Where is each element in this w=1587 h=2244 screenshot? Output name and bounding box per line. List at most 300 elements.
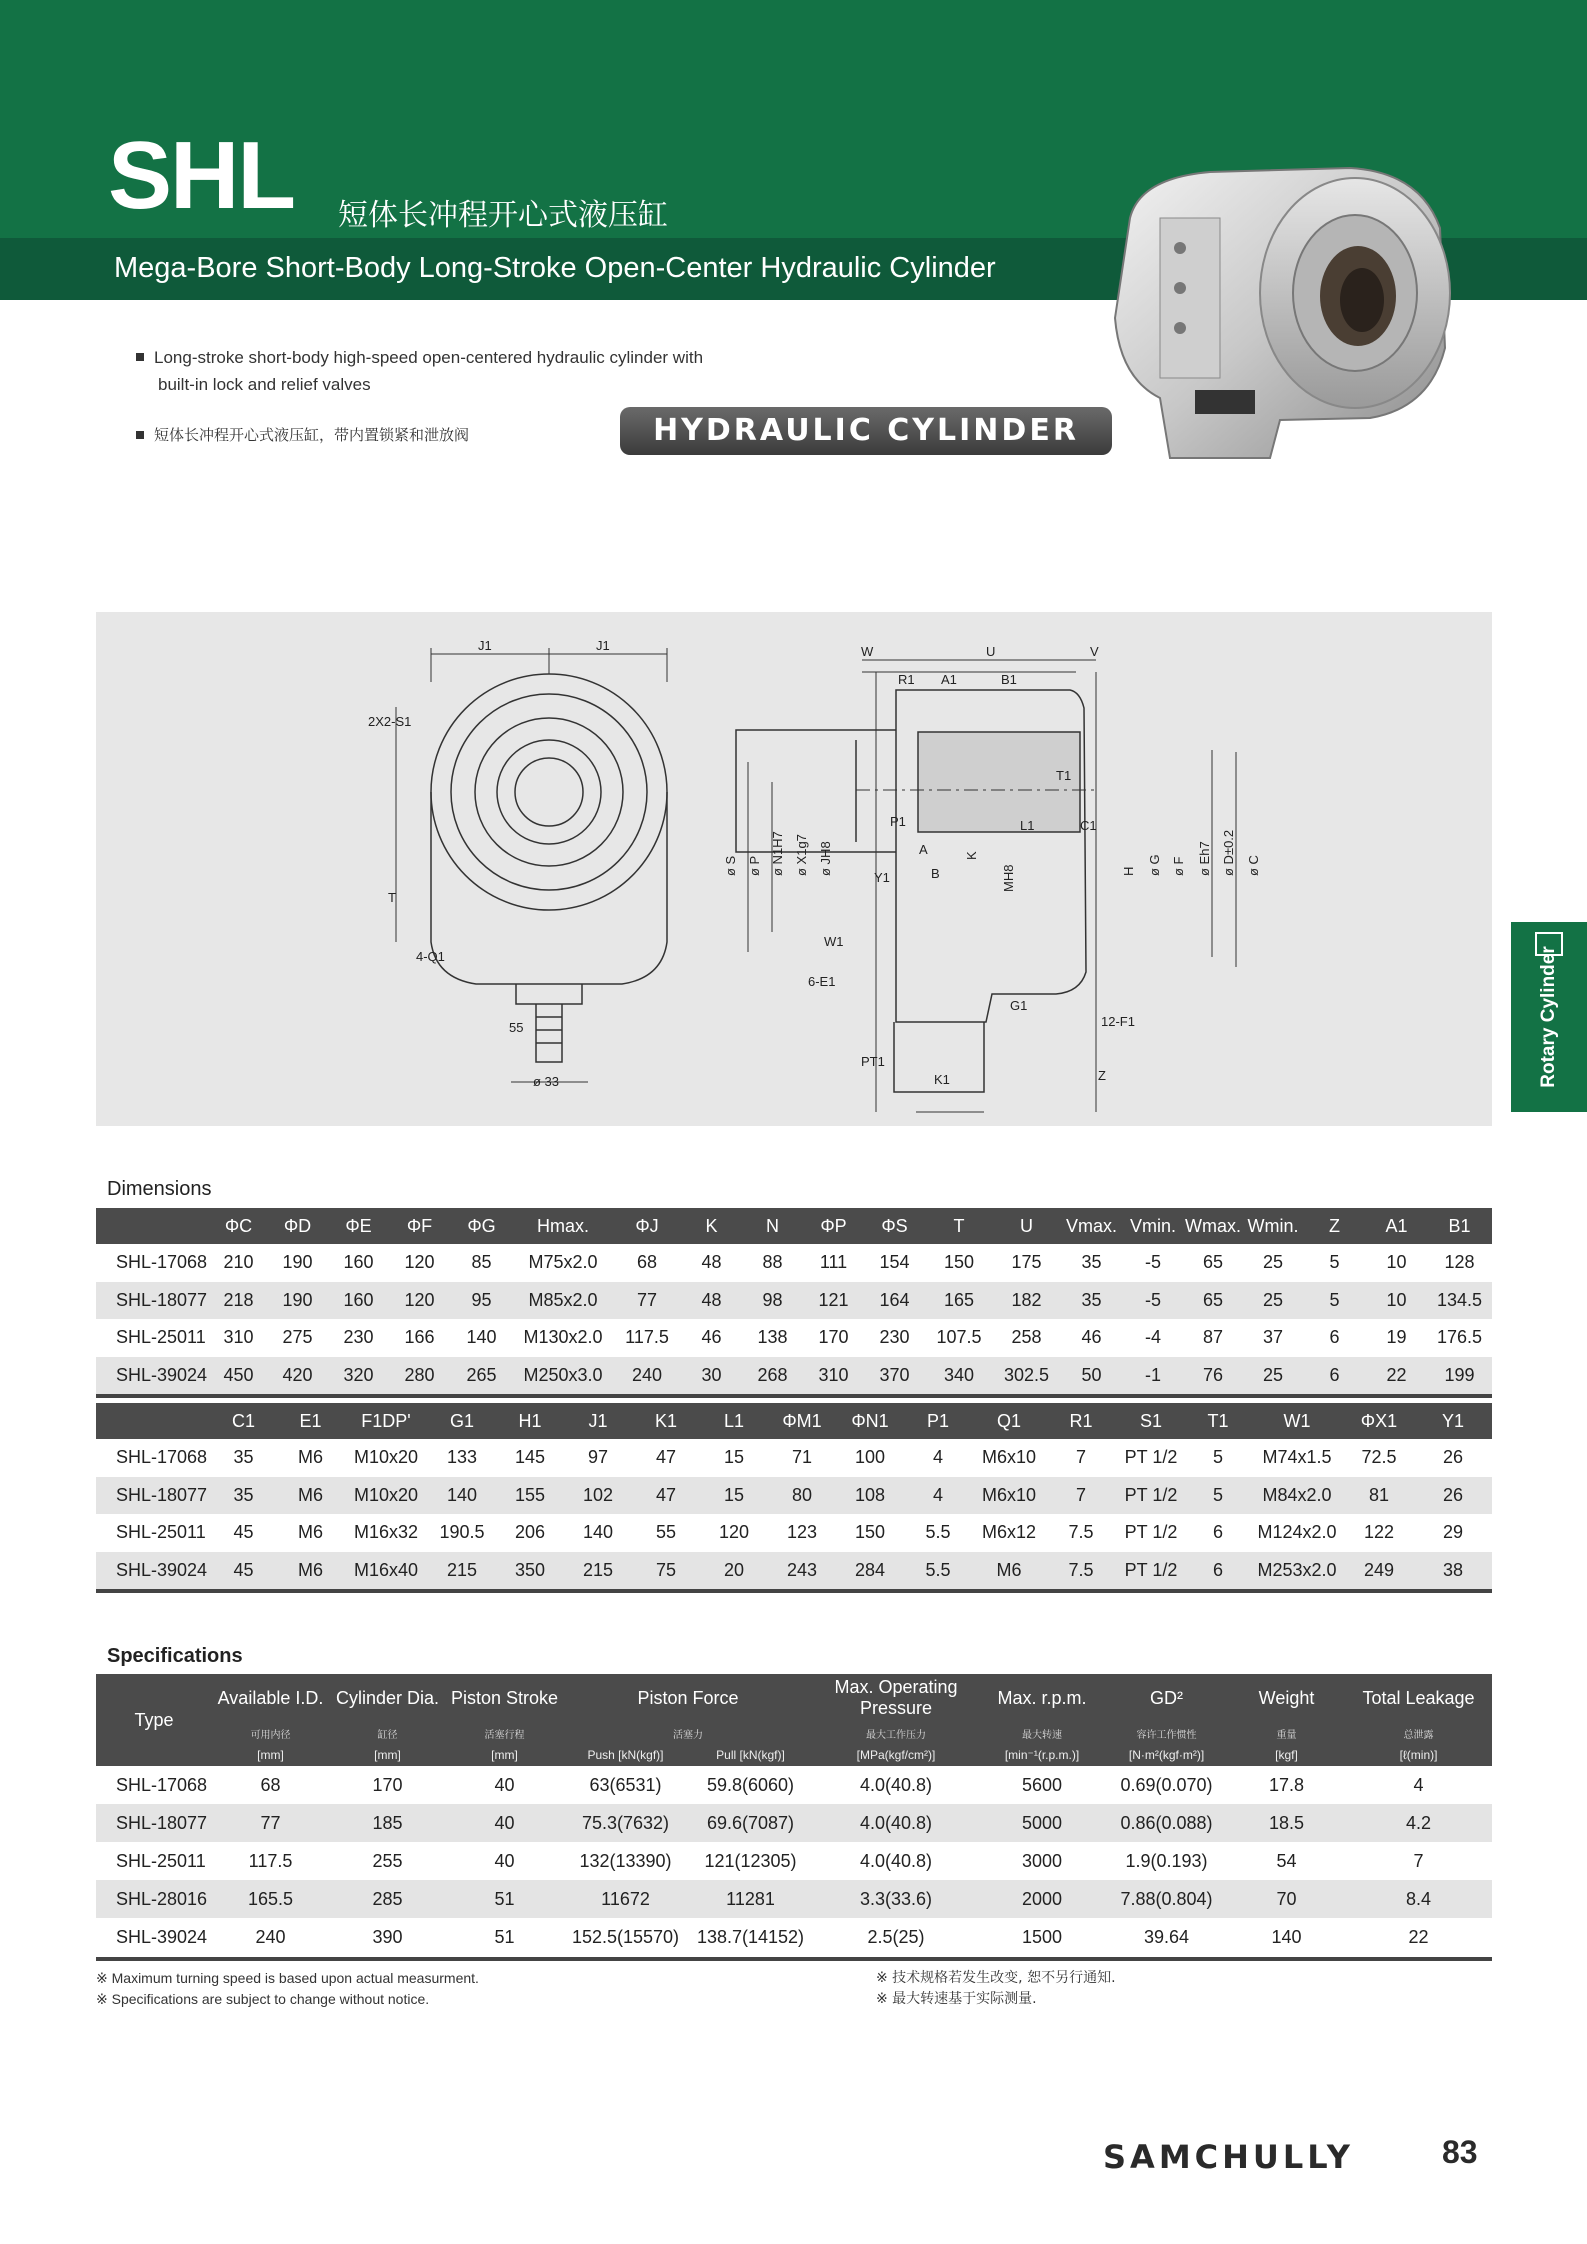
side-label-r1: R1 [898, 672, 915, 687]
dim2-cell: M74x1.5 [1262, 1447, 1332, 1468]
dim1-head-10: ΦP [803, 1208, 864, 1244]
spec-cell: 68 [260, 1774, 281, 1795]
dim2-cell: M16x40 [344, 1552, 428, 1590]
dim1-cell: 176.5 [1436, 1327, 1483, 1348]
notes-cn [876, 1968, 1116, 2010]
dim2-head-18: Y1 [1414, 1403, 1492, 1439]
spec-cell: 138.7(14152) [696, 1926, 805, 1947]
spec-cell: SHL-28016 [96, 1880, 212, 1918]
dim1-cell: 46 [1081, 1327, 1102, 1348]
spec-cell: 59.8(6060) [706, 1774, 795, 1795]
dimensions-table-2-header [96, 1403, 1492, 1439]
dim2-cell: 145 [514, 1447, 546, 1468]
dim2-cell: M124x2.0 [1257, 1522, 1337, 1543]
dim1-cell: 134.5 [1427, 1282, 1492, 1320]
dim1-cell: 218 [210, 1282, 267, 1320]
dim2-cell: PT 1/2 [1124, 1447, 1178, 1468]
spec-unit-5: [MPa(kgf/cm²)] [813, 1744, 979, 1766]
spec-cn-cyl-dia: 缸径 [329, 1722, 446, 1744]
dim1-cell: 10 [1366, 1282, 1427, 1320]
spec-cell: 40 [446, 1804, 563, 1842]
specifications-table-rule [96, 1957, 1492, 1961]
spec-cell: 170 [372, 1774, 403, 1795]
dim1-cell: 65 [1183, 1282, 1243, 1320]
dim2-cell: 5 [1212, 1447, 1223, 1468]
dim2-cell: 206 [514, 1522, 546, 1543]
dim2-cell: 75 [632, 1552, 700, 1590]
dim2-cell: M6x12 [981, 1522, 1037, 1543]
spec-cell: 121(12305) [704, 1850, 797, 1871]
dim2-head-13: R1 [1046, 1403, 1116, 1439]
dim2-cell: 97 [587, 1447, 609, 1468]
dim1-row [96, 1319, 1492, 1357]
dim1-cell: 310 [803, 1357, 864, 1395]
front-label-4-q1: 4-Q1 [416, 949, 445, 964]
spec-cell: SHL-25011 [116, 1850, 206, 1871]
spec-head-rpm: Max. r.p.m. [979, 1674, 1105, 1722]
dim2-cell: 215 [564, 1552, 632, 1590]
spec-unit-9: [ℓ(min)] [1345, 1744, 1492, 1766]
dim1-cell: 165 [925, 1282, 993, 1320]
dim1-head-6: Hmax. [513, 1208, 613, 1244]
side-tab-label: Rotary Cylinder [1538, 946, 1559, 1088]
dim2-cell: 6 [1186, 1552, 1250, 1590]
dim1-cell: 6 [1329, 1327, 1340, 1348]
dim2-cell: M6 [277, 1552, 344, 1590]
side-label-b: B [931, 866, 940, 881]
dim1-cell: 268 [742, 1357, 803, 1395]
spec-cell: 18.5 [1228, 1804, 1345, 1842]
dim2-cell: M16x32 [353, 1522, 419, 1543]
dim2-cell: 155 [496, 1477, 564, 1515]
dim2-cell: 5.5 [904, 1552, 972, 1590]
dim2-head-2: E1 [277, 1403, 344, 1439]
dim1-head-19: A1 [1366, 1208, 1427, 1244]
side-label-b1: B1 [1001, 672, 1017, 687]
dim2-cell: 35 [210, 1477, 277, 1515]
specifications-header-units [96, 1744, 1492, 1766]
dim2-cell: 150 [854, 1522, 886, 1543]
dim1-cell: 164 [864, 1282, 925, 1320]
dim2-cell: M10x20 [353, 1447, 419, 1468]
product-photo [1100, 158, 1460, 468]
dim1-cell: 128 [1444, 1252, 1475, 1273]
spec-unit-2: [mm] [446, 1744, 563, 1766]
dim2-cell: 133 [446, 1447, 478, 1468]
dim1-cell: 120 [404, 1252, 435, 1273]
spec-cell: SHL-39024 [116, 1926, 208, 1947]
dim1-cell: 19 [1386, 1327, 1407, 1348]
dimensions-title: Dimensions [107, 1178, 212, 1200]
dim1-cell: 121 [803, 1282, 864, 1320]
side-label-g1: G1 [1010, 998, 1028, 1013]
spec-cell: 390 [372, 1926, 403, 1947]
dim1-cell: 5 [1303, 1282, 1366, 1320]
spec-cell: 22 [1408, 1926, 1429, 1947]
side-label-z: Z [1098, 1068, 1106, 1083]
dim1-cell: 240 [613, 1357, 681, 1395]
dim1-row [96, 1282, 1492, 1320]
dim1-cell: SHL-25011 [116, 1327, 206, 1348]
feature-bullets [132, 344, 703, 473]
dim1-cell: 46 [701, 1327, 722, 1348]
side-label-v: V [1090, 644, 1099, 659]
spec-cell: 5000 [979, 1804, 1105, 1842]
dim1-head-17: Wmin. [1243, 1208, 1303, 1244]
dim1-cell: 265 [450, 1357, 513, 1395]
dim1-cell: 258 [1011, 1327, 1042, 1348]
dim2-cell: 5 [1186, 1477, 1250, 1515]
dim1-cell: 210 [223, 1252, 254, 1273]
front-label-t: T [388, 890, 396, 905]
spec-cell: 140 [1271, 1926, 1302, 1947]
dim2-cell: SHL-39024 [96, 1552, 210, 1590]
dim2-row [96, 1514, 1492, 1552]
dim1-cell: 35 [1060, 1282, 1123, 1320]
dim2-head-9: ΦM1 [768, 1403, 836, 1439]
side-label-mh8: MH8 [1001, 864, 1016, 892]
dim1-cell: 420 [267, 1357, 328, 1395]
dim1-cell: 166 [404, 1327, 435, 1348]
model-title-cn: 短体长冲程开心式液压缸 [338, 198, 668, 233]
dim1-head-1: ΦC [210, 1208, 267, 1244]
side-label-t1: T1 [1056, 768, 1072, 783]
dim2-cell: 6 [1212, 1522, 1223, 1543]
dim1-cell: M75x2.0 [528, 1252, 598, 1273]
dim2-cell: 284 [836, 1552, 904, 1590]
dim1-cell: 68 [636, 1252, 658, 1273]
spec-cell: 39.64 [1143, 1926, 1190, 1947]
spec-unit-3: Push [kN(kgf)] [563, 1744, 688, 1766]
spec-cell: 8.4 [1345, 1880, 1492, 1918]
spec-cell: 240 [255, 1926, 286, 1947]
dim2-cell: 45 [210, 1552, 277, 1590]
dim1-cell: M250x3.0 [513, 1357, 613, 1395]
dim2-cell: M6 [277, 1477, 344, 1515]
section-side-tab [1511, 922, 1587, 1112]
spec-cell: 117.5 [248, 1850, 293, 1871]
dim1-cell: 160 [343, 1252, 374, 1273]
side-label-dia-n1h7: ø N1H7 [770, 831, 785, 876]
spec-cell: 165.5 [212, 1880, 329, 1918]
spec-cell: 1500 [1021, 1926, 1063, 1947]
spec-cell: 0.69(0.070) [1120, 1774, 1213, 1795]
spec-cell: 54 [1276, 1850, 1297, 1871]
dim2-head-17: ΦX1 [1344, 1403, 1414, 1439]
dim2-head-3: F1DP' [344, 1403, 428, 1439]
spec-row [96, 1918, 1492, 1956]
dim2-cell: M6x10 [981, 1447, 1037, 1468]
side-label-l1: L1 [1020, 818, 1035, 833]
dim1-row [96, 1357, 1492, 1395]
side-label-k1: K1 [934, 1072, 950, 1087]
spec-cell: 2.5(25) [867, 1926, 925, 1947]
dim2-cell: 4 [932, 1447, 943, 1468]
dim2-cell: 123 [786, 1522, 818, 1543]
side-label-pt1: PT1 [861, 1054, 885, 1069]
notes-en [96, 1968, 479, 2010]
dim1-head-13: U [993, 1208, 1060, 1244]
spec-head-id: Available I.D. [212, 1674, 329, 1722]
dim2-cell: 120 [718, 1522, 750, 1543]
dim2-cell: 108 [836, 1477, 904, 1515]
dim2-cell: 7.5 [1046, 1552, 1116, 1590]
specifications-header-cn [96, 1722, 1492, 1744]
dim2-cell: 47 [632, 1477, 700, 1515]
dim1-cell: SHL-39024 [96, 1357, 210, 1395]
dim2-cell: 15 [700, 1477, 768, 1515]
spec-cell: 4 [1413, 1774, 1424, 1795]
spec-cell: 185 [329, 1804, 446, 1842]
dim2-cell: 35 [233, 1447, 254, 1468]
dim2-cell: M6x10 [972, 1477, 1046, 1515]
dim2-cell: M6 [972, 1552, 1046, 1590]
side-label-p1: P1 [890, 814, 906, 829]
side-label-dia-jh8: ø JH8 [818, 841, 833, 876]
note-cn-1: ※ 技术规格若发生改变, 恕不另行通知. [876, 1970, 1116, 1986]
dim1-cell: 450 [210, 1357, 267, 1395]
spec-cell: 0.86(0.088) [1105, 1804, 1228, 1842]
dim1-cell: 6 [1303, 1357, 1366, 1395]
dim1-cell: 182 [993, 1282, 1060, 1320]
spec-cell: 11281 [688, 1880, 813, 1918]
dim2-cell: M6 [297, 1522, 323, 1543]
dim1-cell: 35 [1081, 1252, 1102, 1273]
dim2-cell: 72.5 [1361, 1447, 1397, 1468]
dim1-cell: 140 [466, 1327, 497, 1348]
dim2-cell: 100 [854, 1447, 886, 1468]
dim2-cell: PT 1/2 [1116, 1552, 1186, 1590]
side-label-dia-f: ø F [1171, 856, 1186, 876]
spec-cell: 70 [1228, 1880, 1345, 1918]
dim2-cell: SHL-17068 [116, 1447, 208, 1468]
spec-head-leakage: Total Leakage [1345, 1674, 1492, 1722]
dim1-cell: 48 [701, 1252, 722, 1273]
dim2-cell: 7 [1075, 1447, 1086, 1468]
side-label-dia-x1g7: ø X1g7 [794, 834, 809, 876]
dim1-head-14: Vmax. [1060, 1208, 1123, 1244]
dim1-head-11: ΦS [864, 1208, 925, 1244]
dim1-cell: 160 [328, 1282, 389, 1320]
dim1-head-2: ΦD [267, 1208, 328, 1244]
spec-cn-force: 活塞力 [563, 1722, 813, 1744]
spec-cell: 3.3(33.6) [813, 1880, 979, 1918]
dim1-cell: 30 [681, 1357, 742, 1395]
dim1-cell: 154 [879, 1252, 910, 1273]
dim1-cell: 310 [223, 1327, 254, 1348]
dim1-cell: 107.5 [936, 1327, 982, 1348]
dim2-cell: 7 [1046, 1477, 1116, 1515]
dim2-cell: 243 [768, 1552, 836, 1590]
spec-unit-1: [mm] [329, 1744, 446, 1766]
dim1-cell: 25 [1243, 1357, 1303, 1395]
dim1-cell: 22 [1366, 1357, 1427, 1395]
dim2-cell: 38 [1414, 1552, 1492, 1590]
dim2-row [96, 1477, 1492, 1515]
spec-cn-id: 可用内径 [212, 1722, 329, 1744]
spec-cell: 63(6531) [589, 1774, 662, 1795]
dim2-cell: 15 [723, 1447, 745, 1468]
spec-unit-7: [N·m²(kgf·m²)] [1105, 1744, 1228, 1766]
dim1-cell: 150 [943, 1252, 975, 1273]
spec-cell: 7 [1413, 1850, 1424, 1871]
dim2-cell: 20 [700, 1552, 768, 1590]
side-label-dia-d: ø D±0.2 [1221, 829, 1236, 876]
dim1-cell: 77 [613, 1282, 681, 1320]
dim1-head-12: T [925, 1208, 993, 1244]
spec-head-cyl-dia: Cylinder Dia. [329, 1674, 446, 1722]
dim1-cell: -5 [1144, 1252, 1161, 1273]
dim2-head-5: H1 [496, 1403, 564, 1439]
spec-cn-leakage: 总泄露 [1345, 1722, 1492, 1744]
dim2-head-10: ΦN1 [836, 1403, 904, 1439]
dim2-cell: SHL-25011 [116, 1522, 206, 1543]
dim1-cell: 275 [282, 1327, 313, 1348]
model-title: SHL [108, 122, 294, 229]
dim2-head-4: G1 [428, 1403, 496, 1439]
dim2-cell: 102 [564, 1477, 632, 1515]
dim1-head-3: ΦE [328, 1208, 389, 1244]
note-cn-2: ※ 最大转速基于实际测量. [876, 1991, 1037, 2007]
dim1-head-18: Z [1303, 1208, 1366, 1244]
dim2-cell: M10x20 [344, 1477, 428, 1515]
dim2-cell: 45 [233, 1522, 254, 1543]
spec-cell: 1.9(0.193) [1125, 1850, 1208, 1871]
spec-cell: 4.0(40.8) [859, 1774, 933, 1795]
dim1-cell: 117.5 [625, 1327, 669, 1348]
dim2-cell: 190.5 [439, 1522, 485, 1543]
dimensions-table-1-rule [96, 1394, 1492, 1398]
spec-cn-gd2: 容许工作惯性 [1105, 1722, 1228, 1744]
dimensions-table-2-rule [96, 1589, 1492, 1593]
spec-cell: 17.8 [1268, 1774, 1305, 1795]
spec-cell: 3000 [1021, 1850, 1063, 1871]
dim1-cell: -4 [1144, 1327, 1161, 1348]
spec-cell: 285 [329, 1880, 446, 1918]
dim1-cell: 340 [925, 1357, 993, 1395]
spec-unit-4: Pull [kN(kgf)] [688, 1744, 813, 1766]
dim2-cell: 26 [1442, 1447, 1464, 1468]
side-label-12-f1: 12-F1 [1101, 1014, 1135, 1029]
dim1-cell: 48 [681, 1282, 742, 1320]
side-label-k: K [964, 851, 979, 860]
spec-unit-8: [kgf] [1228, 1744, 1345, 1766]
specifications-header-main [96, 1674, 1492, 1722]
spec-cell: 69.6(7087) [688, 1804, 813, 1842]
dim2-head-7: K1 [632, 1403, 700, 1439]
dim1-head-16: Wmax. [1183, 1208, 1243, 1244]
side-label-u: U [986, 644, 996, 659]
dim1-cell: 88 [762, 1252, 783, 1273]
spec-row [96, 1766, 1492, 1804]
dim1-cell: 5 [1329, 1252, 1340, 1273]
dim1-head-9: N [742, 1208, 803, 1244]
spec-cell: 4.0(40.8) [859, 1850, 933, 1871]
dim2-head-8: L1 [700, 1403, 768, 1439]
dimensions-table-1 [96, 1208, 1492, 1394]
dim2-head-12: Q1 [972, 1403, 1046, 1439]
dim2-cell: PT 1/2 [1116, 1477, 1186, 1515]
dim2-cell: 55 [655, 1522, 677, 1543]
side-label-w: W [861, 644, 874, 659]
dim1-cell: 111 [819, 1252, 848, 1273]
dim2-cell: PT 1/2 [1124, 1522, 1178, 1543]
dim1-cell: 138 [757, 1327, 788, 1348]
spec-cell: 5600 [1021, 1774, 1063, 1795]
spec-cell: 51 [446, 1880, 563, 1918]
spec-cell: 132(13390) [579, 1850, 672, 1871]
side-view [723, 644, 1261, 1112]
dim2-head-11: P1 [904, 1403, 972, 1439]
dim1-cell: SHL-17068 [116, 1252, 208, 1273]
spec-cell: 77 [212, 1804, 329, 1842]
dim2-cell: 215 [428, 1552, 496, 1590]
side-label-h: H [1121, 866, 1136, 876]
dim1-cell: 190 [282, 1252, 313, 1273]
dim1-cell: 98 [742, 1282, 803, 1320]
dim1-cell: 65 [1202, 1252, 1224, 1273]
side-label-a1: A1 [941, 672, 957, 687]
specifications-table [96, 1674, 1492, 1956]
dim1-cell: M85x2.0 [513, 1282, 613, 1320]
side-label-6-e1: 6-E1 [808, 974, 836, 989]
dim1-cell: 175 [1011, 1252, 1042, 1273]
dim2-head-15: T1 [1186, 1403, 1250, 1439]
spec-cell: SHL-17068 [116, 1774, 208, 1795]
spec-cell: 152.5(15570) [571, 1926, 680, 1947]
dim1-cell: 37 [1262, 1327, 1284, 1348]
side-label-dia-p: ø P [747, 855, 762, 876]
spec-cell: 40 [494, 1774, 515, 1795]
dim1-cell: 320 [328, 1357, 389, 1395]
dim1-head-20: B1 [1427, 1208, 1492, 1244]
dim2-cell: 81 [1344, 1477, 1414, 1515]
dim1-cell: 10 [1386, 1252, 1407, 1273]
spec-head-pressure: Max. Operating Pressure [813, 1674, 979, 1722]
dim2-row [96, 1439, 1492, 1477]
dim1-cell: 25 [1243, 1282, 1303, 1320]
dim1-row [96, 1244, 1492, 1282]
dim2-cell: M84x2.0 [1250, 1477, 1344, 1515]
spec-cell: 11672 [563, 1880, 688, 1918]
dim1-cell: -1 [1123, 1357, 1183, 1395]
dim2-head-0 [96, 1403, 210, 1439]
dim2-row [96, 1552, 1492, 1590]
spec-unit-6: [min⁻¹(r.p.m.)] [979, 1744, 1105, 1766]
side-label-dia-g: ø G [1147, 854, 1162, 876]
spec-cell: 7.88(0.804) [1105, 1880, 1228, 1918]
spec-cn-weight: 重量 [1228, 1722, 1345, 1744]
dim2-cell: M253x2.0 [1250, 1552, 1344, 1590]
dim2-cell: 350 [496, 1552, 564, 1590]
dim1-cell: 230 [879, 1327, 910, 1348]
dim1-cell: 95 [450, 1282, 513, 1320]
side-label-dia-s: ø S [723, 855, 738, 876]
front-label-55: 55 [509, 1020, 524, 1035]
dim2-cell: 80 [768, 1477, 836, 1515]
spec-cn-stroke: 活塞行程 [446, 1722, 563, 1744]
dim1-cell: 280 [389, 1357, 450, 1395]
feature-bullet-cn: 短体长冲程开心式液压缸，带内置锁紧和泄放阀 [132, 422, 703, 449]
dim2-head-1: C1 [210, 1403, 277, 1439]
dim1-cell: 370 [864, 1357, 925, 1395]
specifications-title: Specifications [107, 1645, 243, 1667]
side-label-w1: W1 [824, 934, 844, 949]
side-label-y1: Y1 [874, 870, 890, 885]
dim1-cell: 230 [343, 1327, 374, 1348]
dim1-cell: 25 [1262, 1252, 1284, 1273]
feature-bullet-en: Long-stroke short-body high-speed open-centered hydraulic cylinder with built-in lock and relief valves [132, 344, 703, 398]
